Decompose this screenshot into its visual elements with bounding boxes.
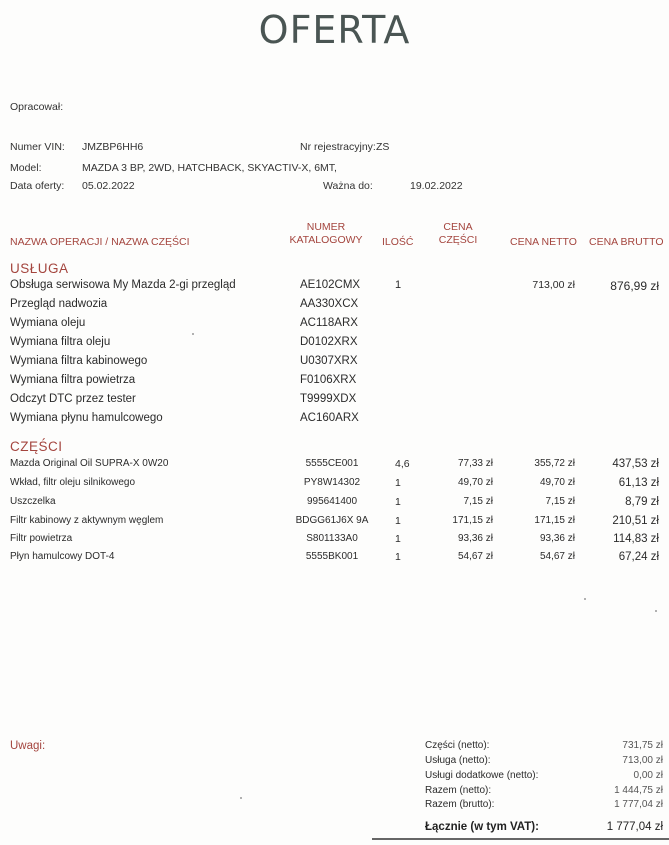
grand-total-value: 1 777,04 zł <box>606 821 663 833</box>
part-gross: 67,24 zł <box>618 551 659 563</box>
service-catalog: AC118ARX <box>300 317 358 329</box>
part-catalog: BDGG61J6X 9A <box>295 515 369 526</box>
column-header-catalog <box>276 221 376 247</box>
summary-value: 731,75 zł <box>622 740 663 751</box>
part-price: 54,67 zł <box>457 551 493 562</box>
summary-label: Razem (netto): <box>425 785 492 796</box>
service-catalog: AA330XCX <box>300 298 359 310</box>
part-qty: 1 <box>395 477 401 489</box>
table-row <box>0 477 669 495</box>
service-section-title: USŁUGA <box>10 261 69 276</box>
column-header-net: CENA NETTO <box>510 236 577 248</box>
part-qty: 4,6 <box>395 458 410 470</box>
summary-value: 713,00 zł <box>622 755 663 766</box>
valid-until-value: 19.02.2022 <box>410 180 463 192</box>
part-name: Filtr powietrza <box>10 533 73 544</box>
part-name: Płyn hamulcowy DOT-4 <box>10 551 115 562</box>
remarks-label: Uwagi: <box>10 740 46 752</box>
column-header-gross: CENA BRUTTO <box>589 236 664 248</box>
part-catalog: 995641400 <box>306 496 358 507</box>
part-catalog: 5555BK001 <box>305 551 359 562</box>
summary-row <box>425 755 663 770</box>
part-price: 7,15 zł <box>463 496 493 507</box>
table-row <box>0 393 669 411</box>
column-header-part-price <box>432 221 484 247</box>
service-catalog: AC160ARX <box>300 412 359 424</box>
scan-speck <box>584 598 586 600</box>
service-name: Wymiana filtra kabinowego <box>10 355 148 367</box>
parts-section-title: CZĘŚCI <box>10 439 63 454</box>
table-row <box>0 496 669 514</box>
part-name: Wkład, filtr oleju silnikowego <box>10 477 136 488</box>
column-header-catalog-line1: NUMER <box>306 221 346 233</box>
service-name: Wymiana filtra oleju <box>10 336 111 348</box>
service-name: Odczyt DTC przez tester <box>10 393 136 405</box>
table-row <box>0 458 669 476</box>
service-name: Wymiana płynu hamulcowego <box>10 412 163 424</box>
table-row <box>0 355 669 373</box>
table-row <box>0 279 669 297</box>
column-header-catalog-line2: KATALOGOWY <box>289 234 363 246</box>
model-value: MAZDA 3 BP, 2WD, HATCHBACK, SKYACTIV-X, 6MT, <box>82 162 337 174</box>
grand-total-label: Łącznie (w tym VAT): <box>425 821 539 833</box>
table-row <box>0 298 669 316</box>
service-name: Obsługa serwisowa My Mazda 2-gi przegląd <box>10 279 236 291</box>
column-header-price-line2: CZĘŚCI <box>438 234 478 246</box>
part-price: 49,70 zł <box>457 477 493 488</box>
part-catalog: PY8W14302 <box>303 477 361 488</box>
registration-value: ZS <box>376 141 390 153</box>
summary-label: Usługi dodatkowe (netto): <box>425 770 539 781</box>
table-row <box>0 336 669 354</box>
summary-label: Usługa (netto): <box>425 755 491 766</box>
summary-label: Razem (brutto): <box>425 799 495 810</box>
service-qty: 1 <box>395 279 402 291</box>
service-catalog: T9999XDX <box>300 393 357 405</box>
part-net: 49,70 zł <box>539 477 575 488</box>
part-price: 77,33 zł <box>457 458 493 469</box>
part-name: Filtr kabinowy z aktywnym węglem <box>10 515 164 526</box>
total-underline <box>372 838 669 840</box>
registration-label: Nr rejestracyjny: <box>300 141 376 153</box>
part-catalog: 5555CE001 <box>305 458 359 469</box>
summary-label: Części (netto): <box>425 740 490 751</box>
part-qty: 1 <box>395 533 401 545</box>
table-row <box>0 374 669 392</box>
document-title: OFERTA <box>258 8 411 52</box>
part-catalog: S801133A0 <box>306 533 358 544</box>
valid-until-label: Ważna do: <box>323 180 373 192</box>
summary-row <box>425 770 663 785</box>
column-header-name: NAZWA OPERACJI / NAZWA CZĘŚCI <box>10 236 190 248</box>
part-net: 93,36 zł <box>539 533 575 544</box>
part-price: 93,36 zł <box>457 533 493 544</box>
table-row <box>0 317 669 335</box>
summary-value: 1 777,04 zł <box>614 799 663 810</box>
service-name: Wymiana oleju <box>10 317 86 329</box>
model-label: Model: <box>10 162 42 174</box>
part-net: 54,67 zł <box>539 551 575 562</box>
part-gross: 61,13 zł <box>618 477 659 489</box>
offer-date-label: Data oferty: <box>10 180 65 192</box>
table-row <box>0 533 669 551</box>
part-gross: 8,79 zł <box>625 496 659 508</box>
offer-date-value: 05.02.2022 <box>82 180 135 192</box>
summary-value: 1 444,75 zł <box>614 785 663 796</box>
part-net: 7,15 zł <box>545 496 575 507</box>
column-header-qty: ILOŚĆ <box>382 236 414 248</box>
part-qty: 1 <box>395 515 401 527</box>
summary-row <box>425 785 663 800</box>
summary-value: 0,00 zł <box>633 770 663 781</box>
part-net: 355,72 zł <box>534 458 575 469</box>
prepared-by-label: Opracował: <box>10 101 64 113</box>
vin-value: JMZBP6HH6 <box>82 141 144 153</box>
part-net: 171,15 zł <box>534 515 575 526</box>
table-row <box>0 551 669 569</box>
service-gross: 876,99 zł <box>610 279 659 293</box>
service-net: 713,00 zł <box>532 279 575 291</box>
service-catalog: AE102CMX <box>300 279 361 291</box>
part-gross: 210,51 zł <box>612 515 659 527</box>
part-name: Uszczelka <box>10 496 56 507</box>
table-row <box>0 515 669 533</box>
part-price: 171,15 zł <box>452 515 493 526</box>
service-catalog: F0106XRX <box>300 374 357 386</box>
scan-speck <box>655 610 657 612</box>
vin-label: Numer VIN: <box>10 141 65 153</box>
service-name: Wymiana filtra powietrza <box>10 374 136 386</box>
table-row <box>0 412 669 430</box>
scan-speck <box>240 797 242 799</box>
service-name: Przegląd nadwozia <box>10 298 108 310</box>
service-catalog: U0307XRX <box>300 355 358 367</box>
part-name: Mazda Original Oil SUPRA-X 0W20 <box>10 458 169 469</box>
summary-row <box>425 740 663 755</box>
part-gross: 114,83 zł <box>613 533 659 545</box>
part-qty: 1 <box>395 496 401 508</box>
summary-row <box>425 799 663 814</box>
service-catalog: D0102XRX <box>300 336 358 348</box>
column-header-price-line1: CENA <box>443 221 473 233</box>
scan-speck <box>192 333 194 335</box>
part-gross: 437,53 zł <box>612 458 659 470</box>
part-qty: 1 <box>395 551 401 563</box>
